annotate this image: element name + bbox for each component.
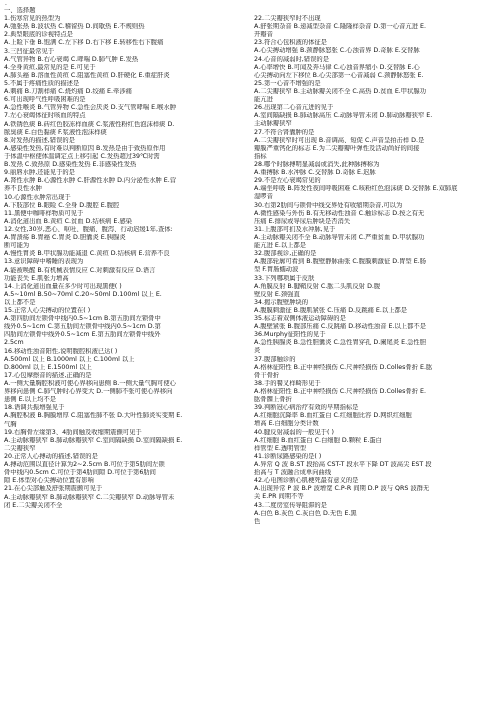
text-line: A.慢性胃炎 B.甲状腺功能减退 C.黄疸 D.结核病 E.营养不良 — [4, 250, 170, 258]
text-line: 指标 — [254, 152, 267, 160]
text-line: A.急性胰腺炎 B.急性胆囊炎 C.急性胃穿孔 D.阑尾炎 E.急性胆 — [254, 339, 426, 347]
text-line: 23.符合心包积液的体征是 — [254, 39, 327, 47]
text-line: A.格林征阳性 B.正中神经损伤 C.尺神经损伤 D.Colles骨折 E. — [254, 388, 427, 396]
text-line: 骨中线内0.5cm C.可位于第4肋间隙 D.可位于第6肋间 — [4, 469, 156, 477]
text-line: 患侧 E.以上均不是 — [4, 396, 57, 404]
text-line: 18.语调共振增强见于 — [4, 404, 65, 412]
text-line: A.500ml 以上 B.1000ml 以上 C.100ml 以上 — [4, 355, 135, 363]
text-line: A.端坐呼吸 B.阵发性夜间呼吸困难 C.咳粉红色泡沫痰 D.交替脉 E.双肺底 — [254, 185, 458, 193]
text-line: A.红细胞 B.血红蛋白 C.白细胞 D.颗粒 E.蛋白 — [254, 436, 382, 444]
text-line: 27.不符合肾囊肿的是 — [254, 128, 315, 136]
text-line: A.出现异常 P 波 B.P 波增宽 C.P-R 间期 D.P 波与 QRS 波群无 — [254, 485, 430, 493]
text-line: 12.女性,30岁,恶心、呕吐、腹痛、腹泻、行动迟缓1年,查体: — [4, 225, 173, 233]
text-line: A.急性喉炎 B.气管异物 C.急性会厌炎 D.支气管哮喘 E.喉水肿 — [4, 104, 176, 112]
text-line: 肱骨髁上骨折 — [254, 396, 292, 404]
text-line: A.主动脉瓣狭窄 B.肺动脉瓣狭窄 C.室间隔缺损 D.室间隔缺损 E. — [4, 436, 183, 444]
text-line: A.舒张期杂音 B.递减型杂音 C.隆隆样杂音 D.第一心音亢进 E. — [254, 23, 426, 31]
header-mark: · — [5, 2, 7, 9]
text-line: 壁反射 E.颈强直 — [254, 290, 300, 298]
text-line: 38.手的餐叉样畸形见于 — [254, 379, 321, 387]
text-line: 1.伤寒常见的热型为 — [4, 15, 61, 23]
text-line: 能亢进 — [254, 96, 273, 104]
text-line: 2.典型眼底的诊视特点是 — [4, 31, 73, 39]
text-line: 界移向患侧 C.肺气肿时心界变大 D.一侧肺不张可使心界移向 — [4, 388, 173, 396]
text-line: A.上睑下垂 B.饱满 C.左下移 D.右下移 E.转移性右下腹痛 — [4, 39, 164, 47]
text-line: 湿啰音 — [254, 193, 273, 201]
text-line: 3.三凹征最常见于 — [4, 47, 55, 55]
text-line: 36.Murphy征阳性的见于 — [254, 331, 326, 339]
text-line: A.室间隔缺损 B.肺动脉高压 C.动脉导管未闭 D.肺动脉瓣狭窄 E. — [254, 112, 433, 120]
text-line: 增高 E.白细胞分类计数 — [254, 420, 319, 428]
text-line: 16.移动性浊音阳性,说明腹腔积液已达( ) — [4, 347, 118, 355]
text-line: A.重搏脉 B.水冲脉 C.交替脉 D.奇脉 E.迟脉 — [254, 169, 376, 177]
text-line: 9.丽唇水肿,还能见于的是 — [4, 169, 75, 177]
text-line: 2.5cm — [4, 339, 24, 347]
text-line: 开瓣音 — [254, 31, 273, 39]
text-line: A.主动脉瓣关闭不全 B.动脉导管未闭 C.严重贫血 D.甲状腺功 — [254, 233, 425, 241]
text-line: 24.心音的减弱时,错误的是 — [254, 55, 329, 63]
text-line: 4.全身黄疸,最常见的是 E.可见于 — [4, 63, 96, 71]
text-line: A.腹膜刺激征 B.腹肌紧张 C.压痛 D.反跳痛 E.以上都是 — [254, 306, 408, 314]
text-line: 37.腹部触诊的 — [254, 355, 296, 363]
text-line: 11.黑便中咖啡样物质可见于 — [4, 209, 84, 217]
text-line: A.角膜反射 B.腱鞘反射 C.肱二头肌反射 D.腹 — [254, 282, 381, 290]
text-line: A.心率增快 B.可闻及奔马律 C.心浊音界缩小 D.交替脉 E.心 — [254, 63, 420, 71]
text-line: 39.判断冠心病治疗有效的早期指标是 — [254, 404, 359, 412]
text-line: 26.出现第二心音亢进的见于 — [254, 104, 334, 112]
text-line: 5.不属于疼痛性质的描述是 — [4, 79, 80, 87]
text-line: A.微性感染与外伤 B.有无移动性浊音 C.触诊标志 D.按之有无 — [254, 209, 425, 217]
text-line: A.第四肋间左锁骨中线内0.5~1cm B.第五肋间左锁骨中 — [4, 315, 161, 323]
text-line: 样管型 E.透明管型 — [254, 444, 307, 452]
text-line: 养不良性水肿 — [4, 185, 42, 193]
text-line: A.气管异物 B.右心衰竭 C.哮喘 D.肺气肿 E.发热 — [4, 55, 139, 63]
text-line: 7.左心衰竭体征时咳血的特点 — [4, 112, 86, 120]
text-line: 40.腱反射减弱的一般见于( ) — [254, 428, 334, 436]
text-line: A.胸腔积液 B.胸膜增厚 C.阻塞性肺不张 D.大叶性肺炎实变期 E. — [4, 412, 183, 420]
text-line: 17.心包摩擦音的描述,正确的是 — [4, 371, 92, 379]
text-line: 10.心源性水肿常出现于 — [4, 193, 71, 201]
right-column — [254, 15, 493, 526]
text-line: 型 F.胃肠蠕动波 — [254, 266, 299, 274]
text-line: 32.腹部视诊,正确的是 — [254, 250, 317, 258]
text-line: 15.正常人心尖搏动的位置在( ) — [4, 307, 91, 315]
text-line: 29.不是左心衰竭常见的 — [254, 177, 321, 185]
text-line: 34.揭示腹壁肿块的 — [254, 298, 309, 306]
text-line: 四肋间左锁骨中线外0.5~1cm E.第五肋间左锁骨中线外 — [4, 331, 161, 339]
text-line: 脓臭痰 E.白色黏痰 F.浆液性泡沫样痰 — [4, 128, 107, 136]
text-line: 6.可出现呼气性呼吸困难的是 — [4, 96, 86, 104]
left-column — [4, 7, 244, 510]
text-line: B.发热 C.致热原 D.感染性发热 E.非感染性发热 — [4, 161, 137, 169]
text-line: A.刺痛 B.刀割样痛 C.烧灼痛 D.绞痛 E.牵涉痛 — [4, 88, 132, 96]
text-line: A.腹部轮廓可看到 B.腹壁静脉曲张 C.腹膜刺激征 D.胃型 E.肠 — [254, 258, 426, 266]
text-line: A.能被唤醒 B.有机械表情反应 C.对刺激有反应 D.语言 — [4, 266, 156, 274]
text-line: 断可能为 — [4, 242, 30, 250]
text-line: A.腹壁紧张 B.腹部压痛 C.反跳痛 D.移动性浊音 E.以上都不是 — [254, 323, 426, 331]
text-line: A.弛张热 B.波状热 C.稽留热 D.间歇热 E.不规则热 — [4, 23, 145, 31]
text-line: 主动脉瓣狭窄 — [254, 120, 292, 128]
text-line: 功能丧失 E.肌张力增高 — [4, 274, 69, 282]
text-line: 隙 E.体型对心尖搏动位置有影响 — [4, 477, 94, 485]
text-line: 35.标志着双侧体液运动障碍的是 — [254, 315, 346, 323]
text-line: A.异常 Q 波 B.ST 段抬高 CST-T 段水平下降 DT 波高尖 EST 段 — [254, 461, 432, 469]
text-line: 31.上腹部可扪及水冲脉,见于 — [254, 225, 336, 233]
text-line: A.肾性水肿 B.心源性水肿 C.肝源性水肿 D.内分泌性水肿 E.营 — [4, 177, 176, 185]
text-line: 色 — [254, 517, 261, 525]
text-line: 43.二度房室传导阻滞的是 — [254, 501, 327, 509]
text-line: A.二尖瓣狭窄 B.主动脉瓣关闭不全 C.高热 D.贫血 E.甲状腺功 — [254, 87, 426, 95]
text-line: A.铁锈色痰 B.砖红色胶冻样血痰 C.浆液性粉红色泡沫样痰 D. — [4, 120, 175, 128]
text-line: A.格林征阳性 B.正中神经损伤 C.尺神经损伤 D.Colles骨折 E.肱 — [254, 363, 433, 371]
text-line: 骨干骨折 — [254, 371, 280, 379]
text-line: 心尖搏动向左下移位 B.心尖部第一心音减弱 C.颈静脉怒张 E. — [254, 71, 424, 79]
text-line: A.二尖瓣狭窄时可出现 B.音调高、短促 C.声音呈拍击样 D.是 — [254, 136, 425, 144]
text-line: 二尖瓣狭窄 — [4, 444, 36, 452]
text-line: 压痛 E.排尿或导尿后肿块是否消失 — [254, 217, 351, 225]
text-line: A.心尖搏动增强 B.颈静脉怒张 C.心浊音界 D.奇脉 E.交替脉 — [254, 47, 420, 55]
text-line: A.下肢部位 B.眼睑 C.全身 D.腹腔 E.腹腔 — [4, 201, 120, 209]
text-line: 13.意识障碍中嗜睡的表现为 — [4, 258, 84, 266]
text-line: 一、选择题 — [4, 7, 36, 14]
text-line: 关 E.PR 间期不等 — [254, 493, 304, 501]
text-line: 8.对发热的描述,错误的是 — [4, 136, 75, 144]
text-line: A.红细胞沉降率 B.血红蛋白 C.红细胞比容 D.网织红细胞 — [254, 412, 412, 420]
text-line: 30.右第2肋间与锁骨中线交界处有收缩期杂音,可以为 — [254, 201, 403, 209]
text-line: 33.下列哪项属于皮肤 — [254, 274, 315, 282]
text-line: 瓣膜严重钙化的标志 E.为二尖瓣瓣叶弹性及活动尚好的间接 — [254, 144, 420, 152]
text-line: 19.右胸骨左缘第3、4肋间触及收缩期震颤可见于 — [4, 428, 142, 436]
text-line: 25.第一心音不增强的是 — [254, 79, 321, 87]
text-line: A.主动脉瓣狭窄 B.肺动脉瓣狭窄 C.二尖瓣狭窄 D.动脉导管未 — [4, 493, 175, 501]
text-line: A.消化道出血 B.黄疸 C.贫血 D.结核病 E.感染 — [4, 217, 132, 225]
text-line: 42.心电图诊断心肌梗死最有意义的是 — [254, 477, 359, 485]
text-line: 28.哪个时脉搏明显减弱或消失,此种脉搏称为 — [254, 160, 380, 168]
text-line: 14.上消化道出血量在多少时可出现黑便( ) — [4, 282, 122, 290]
text-line: 于体温中枢使体温调定点上移引起 C.发热超过39℃时需 — [4, 152, 160, 160]
text-line: A.5~10ml B.50~70ml C.20~50ml D.100ml 以上 E. — [4, 290, 162, 298]
text-line: 以上都不是 — [4, 298, 36, 306]
text-line: A.搏动范围以直径计算为2~2.5cm B.可位于第5肋间左锁 — [4, 461, 165, 469]
text-line: 线外0.5~1cm C.第五肋间左锁骨中线内0.5~1cm D.第 — [4, 323, 161, 331]
text-line: 闭 E.二尖瓣关闭不全 — [4, 501, 63, 509]
text-line: 22.二尖瓣狭窄时不出现 — [254, 15, 321, 22]
text-line: A.胃溃疡 B.胃癌 C.胃炎 D.胆囊炎 E.胰腺炎 — [4, 234, 126, 242]
text-line: 41.诊断尿路感染的是( ) — [254, 452, 322, 460]
text-line: A.一侧大量胸腔积液可使心界移向患侧 B.一侧大量气胸可使心 — [4, 380, 176, 388]
text-line: 能亢进 E.以上都是 — [254, 242, 307, 250]
text-line: A.白色 B.灰色 C.灰白色 D.无色 E.黑 — [254, 509, 357, 517]
text-line: 抬高与 T 波融合成单向曲线 — [254, 469, 332, 477]
text-line: 21.在心尖部触及舒张期震颤可见于 — [4, 485, 103, 493]
text-line: A.感染性发热,有时难以判断原因 B.发热是由于致热原作用 — [4, 144, 166, 152]
text-line: D.800ml 以上 E.1500ml 以上 — [4, 363, 92, 371]
text-line: A.肺头癌 B.溶血性黄疸 C.阻塞性黄疸 D.肝硬化 E.重症肝炎 — [4, 71, 170, 79]
text-line: 20.正常人心搏动的描述,错误的是 — [4, 453, 98, 461]
text-line: 炎 — [254, 347, 261, 355]
text-line: 气胸 — [4, 420, 17, 428]
